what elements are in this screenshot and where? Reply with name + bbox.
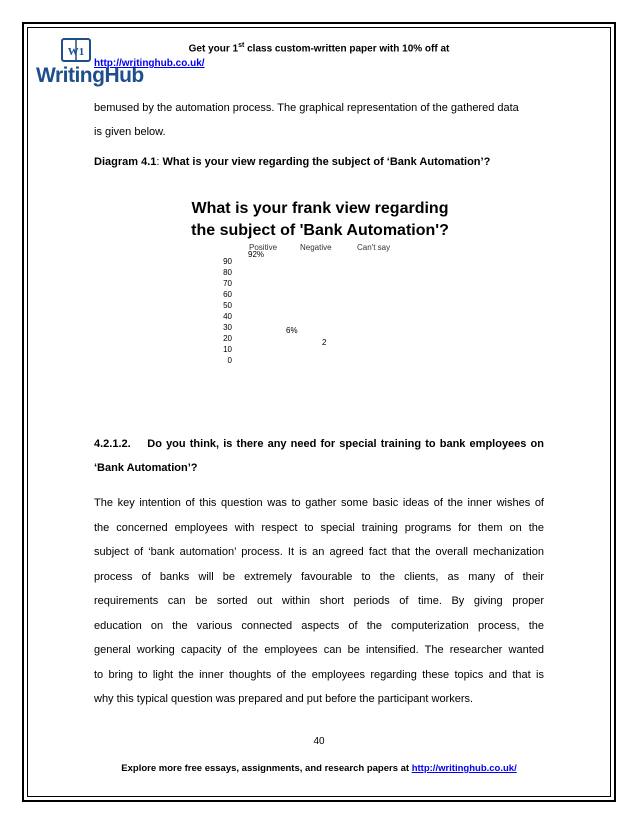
y-tick-label: 0	[227, 356, 232, 365]
footer-text: Explore more free essays, assignments, and research papers at	[121, 763, 412, 774]
footer-link[interactable]: http://writinghub.co.uk/	[411, 763, 517, 774]
body-line: requirements can be sorted out within short periods of time. By giving proper	[94, 595, 544, 607]
header-link[interactable]: http://writinghub.co.uk/	[94, 58, 205, 69]
section-question-text-1: Do you think, is there any need for special training to bank employees on	[147, 438, 544, 450]
y-tick-label: 80	[223, 268, 232, 277]
page-number: 40	[313, 736, 325, 747]
intro-line-1: bemused by the automation process. The graphical representation of the gathered data	[94, 102, 519, 114]
y-tick-label: 60	[223, 290, 232, 299]
legend-item: Positive	[249, 243, 278, 252]
y-tick-label: 90	[223, 257, 232, 266]
logo-word-hub: Hub	[104, 64, 144, 87]
section-question-line-1	[94, 432, 544, 456]
header-promo	[100, 42, 538, 54]
section-question-line-2: ‘Bank Automation’?	[94, 462, 198, 474]
intro-line-2: is given below.	[94, 126, 166, 138]
diagram-caption	[94, 150, 544, 174]
logo-word-writing: Writing	[36, 64, 105, 87]
promo-sup: st	[238, 42, 245, 49]
chart-title	[160, 198, 480, 242]
body-line: why this typical question was prepared and put before the participant workers.	[94, 693, 474, 705]
logo-mark-text: W1	[67, 46, 85, 58]
body-line: education on the various connected aspects of the computerization process, the	[94, 619, 544, 632]
y-tick-label: 30	[223, 323, 232, 332]
section-number: 4.2.1.2.	[94, 438, 131, 450]
footer	[0, 763, 638, 774]
diagram-caption-colon: :	[156, 156, 160, 168]
promo-prefix: Get your 1	[188, 43, 239, 55]
data-label: 6%	[286, 326, 298, 335]
y-tick-label: 20	[223, 334, 232, 343]
promo-suffix: class custom-written paper with 10% off at	[244, 43, 450, 55]
body-line: The key intention of this question was to gather some basic ideas of the inner wishes of	[94, 497, 544, 509]
diagram-caption-text: What is your view regarding the subject of ‘Bank Automation’?	[159, 156, 491, 168]
y-tick-label: 70	[223, 279, 232, 288]
body-line: to bring to light the inner thoughts of the employees regarding these topics and that is	[94, 668, 544, 681]
body-line: the concerned employees with respect to special training programs for them on the	[94, 521, 544, 534]
legend-item: Can't say	[357, 243, 391, 252]
data-label: 2	[322, 338, 327, 347]
diagram-label: Diagram 4.1	[94, 156, 157, 168]
y-tick-label: 40	[223, 312, 232, 321]
body-line: process of banks will be extremely favourable to the clients, as many of their	[94, 570, 544, 583]
book-icon	[60, 36, 92, 66]
y-tick-label: 50	[223, 301, 232, 310]
chart-title-line-1: What is your frank view regarding	[191, 200, 449, 217]
legend-item: Negative	[300, 243, 332, 252]
chart-title-line-2: the subject of 'Bank Automation'?	[191, 222, 449, 239]
data-label: 92%	[248, 250, 265, 259]
body-line: general working capacity of the employees can be intensified. The researcher wanted	[94, 644, 544, 656]
body-line: subject of ‘bank automation’ process. It is an agreed fact that the overall mechanization	[94, 546, 544, 558]
y-tick-label: 10	[223, 345, 232, 354]
